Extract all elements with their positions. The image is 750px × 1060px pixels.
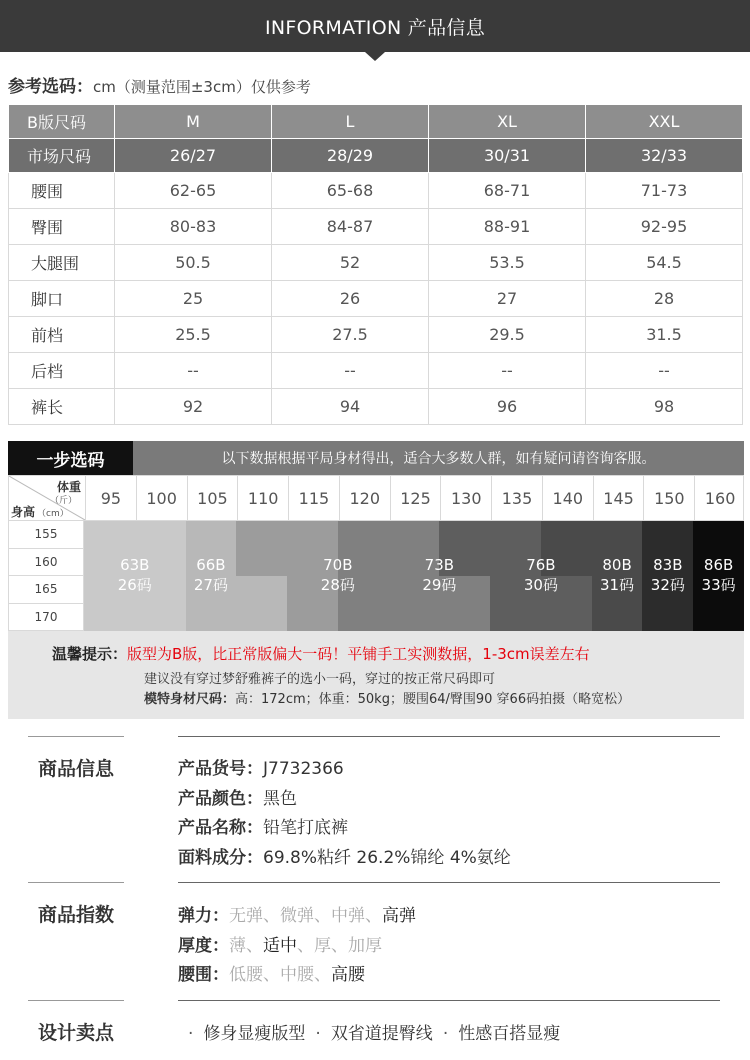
divider — [178, 736, 720, 737]
index-separator: 、 — [331, 935, 348, 956]
size-cell: 92-95 — [586, 209, 743, 245]
size-cell: M — [115, 105, 272, 139]
design-point: 性感百搭显瘦 — [458, 1024, 561, 1044]
design-points — [178, 1019, 560, 1044]
weight-tick: 150 — [643, 476, 694, 520]
index-option-selected: 高腰 — [331, 965, 365, 985]
size-cell: 53.5 — [429, 245, 586, 281]
divider — [28, 1000, 124, 1001]
weight-tick: 110 — [237, 476, 288, 520]
weight-tick: 145 — [593, 476, 644, 520]
weight-tick: 115 — [288, 476, 339, 520]
size-cell: 54.5 — [586, 245, 743, 281]
info-value: 黑色 — [263, 788, 297, 809]
size-label — [287, 555, 389, 595]
size-label — [490, 555, 592, 595]
size-cell: 27.5 — [272, 317, 429, 353]
info-label: 产品名称： — [178, 818, 263, 838]
size-cell: 84-87 — [272, 209, 429, 245]
height-tick: 165 — [8, 576, 84, 604]
size-label — [84, 555, 186, 595]
size-label — [693, 555, 744, 595]
weight-tick: 120 — [339, 476, 390, 520]
measure-row — [9, 209, 743, 245]
index-row — [178, 901, 416, 926]
size-code: 73B — [424, 556, 455, 574]
row-label: 后档 — [9, 353, 115, 389]
model-label: 模特身材尺码： — [144, 692, 236, 707]
size-reference-line — [8, 72, 311, 97]
size-cell: -- — [272, 353, 429, 389]
size-cell: XL — [429, 105, 586, 139]
size-cell: 98 — [586, 389, 743, 425]
size-number: 27码 — [193, 576, 228, 594]
size-code: 83B — [653, 556, 683, 574]
row-label: 臀围 — [9, 209, 115, 245]
size-cell: 26 — [272, 281, 429, 317]
size-table — [8, 104, 743, 425]
index-separator: 、 — [263, 965, 280, 985]
bullet: · — [315, 1024, 321, 1044]
index-label: 腰围： — [178, 965, 229, 985]
tip-box — [8, 631, 744, 719]
tip-model-line — [144, 688, 630, 707]
row-label: 脚口 — [9, 281, 115, 317]
header-notch — [365, 52, 385, 61]
size-cell: 50.5 — [115, 245, 272, 281]
info-row — [178, 813, 348, 838]
row-label: 裤长 — [9, 389, 115, 425]
size-label — [186, 555, 237, 595]
size-cell: 88-91 — [429, 209, 586, 245]
size-header-row — [9, 105, 743, 139]
index-separator: 、 — [297, 935, 314, 956]
size-code: 80B — [602, 556, 632, 574]
size-label — [389, 555, 491, 595]
index-option: 微弹 — [280, 906, 314, 926]
design-point: 双省道提臀线 — [330, 1024, 433, 1044]
tip-line-2: 建议没有穿过梦舒雅裤子的选小一码，穿过的按正常尺码即可 — [144, 672, 496, 687]
size-cell: 25 — [115, 281, 272, 317]
header-title: INFORMATION 产品信息 — [264, 16, 486, 39]
row-label: 市场尺码 — [9, 139, 115, 173]
axis-corner — [9, 476, 85, 520]
size-cell: 28 — [586, 281, 743, 317]
size-cell: 30/31 — [429, 139, 586, 173]
weight-tick: 105 — [187, 476, 238, 520]
product-info-heading: 商品信息 — [38, 758, 115, 780]
index-separator: 、 — [263, 906, 280, 926]
size-block — [338, 521, 440, 549]
index-option: 中腰 — [280, 965, 314, 985]
row-label: 大腿围 — [9, 245, 115, 281]
size-number: 33码 — [701, 576, 736, 594]
index-label: 厚度： — [178, 935, 229, 956]
size-code: 70B — [323, 556, 353, 574]
tip-label: 温馨提示： — [52, 645, 128, 663]
info-row — [178, 754, 344, 779]
index-option: 薄 — [229, 935, 246, 956]
weight-label: 体重 — [56, 480, 81, 494]
size-label — [592, 555, 643, 595]
weight-unit: （斤） — [49, 496, 77, 506]
index-option: 低腰 — [229, 965, 263, 985]
weight-tick: 95 — [85, 476, 136, 520]
size-cell: 96 — [429, 389, 586, 425]
size-cell: 71-73 — [586, 173, 743, 209]
index-option-selected: 适中 — [263, 935, 297, 956]
size-number: 32码 — [650, 576, 685, 594]
info-label: 产品颜色： — [178, 788, 263, 809]
index-option: 中弹 — [331, 906, 365, 926]
size-cell: 26/27 — [115, 139, 272, 173]
tip-line-1 — [52, 643, 590, 664]
weight-tick: 135 — [491, 476, 542, 520]
size-cell: L — [272, 105, 429, 139]
info-value: 69.8%粘纤 26.2%锦纶 4%氨纶 — [263, 847, 511, 868]
size-number: 28码 — [320, 576, 355, 594]
index-row — [178, 960, 365, 985]
index-option: 厚 — [314, 935, 331, 956]
measure-row — [9, 173, 743, 209]
index-option: 无弹 — [229, 906, 263, 926]
quick-pick-description: 以下数据根据平局身材得出，适合大多数人群，如有疑问请咨询客服。 — [221, 451, 656, 467]
index-separator: 、 — [365, 906, 382, 926]
size-code: 66B — [196, 556, 226, 574]
index-separator: 、 — [246, 935, 263, 956]
measure-row — [9, 245, 743, 281]
size-number: 31码 — [600, 576, 635, 594]
design-heading: 设计卖点 — [38, 1022, 115, 1044]
divider — [28, 736, 124, 737]
size-cell: 80-83 — [115, 209, 272, 245]
size-cell: 29.5 — [429, 317, 586, 353]
measure-row — [9, 353, 743, 389]
size-number: 30码 — [523, 576, 558, 594]
size-reference-label: 参考选码： — [8, 77, 93, 97]
size-cell: 65-68 — [272, 173, 429, 209]
size-cell: 27 — [429, 281, 586, 317]
height-unit: （cm） — [37, 509, 69, 519]
market-size-row — [9, 139, 743, 173]
size-cell: 25.5 — [115, 317, 272, 353]
size-label — [642, 555, 693, 595]
index-label: 弹力： — [178, 906, 229, 926]
row-label: 腰围 — [9, 173, 115, 209]
size-code: 63B — [120, 556, 150, 574]
bullet: · — [188, 1024, 194, 1044]
row-label: 前档 — [9, 317, 115, 353]
index-separator: 、 — [314, 906, 331, 926]
size-cell: 94 — [272, 389, 429, 425]
info-row — [178, 784, 297, 809]
weight-tick: 100 — [136, 476, 187, 520]
size-cell: 92 — [115, 389, 272, 425]
height-tick: 160 — [8, 549, 84, 577]
bullet: · — [442, 1024, 449, 1044]
size-cell: 68-71 — [429, 173, 586, 209]
info-value: J7732366 — [263, 759, 344, 779]
size-block — [439, 521, 541, 549]
weight-tick: 160 — [694, 476, 745, 520]
weight-axis — [8, 475, 744, 521]
weight-tick: 130 — [440, 476, 491, 520]
height-tick: 155 — [8, 521, 84, 549]
quick-pick-chart — [8, 441, 744, 631]
size-cell: 52 — [272, 245, 429, 281]
size-reference-note: cm（测量范围±3cm）仅供参考 — [93, 78, 311, 96]
info-row — [178, 843, 511, 868]
info-label: 面料成分： — [178, 847, 263, 868]
size-cell: XXL — [586, 105, 743, 139]
size-cell: -- — [429, 353, 586, 389]
model-value: 高：172cm；体重：50kg；腰围64/臀围90 穿66码拍摄（略宽松） — [235, 692, 631, 707]
index-option-selected: 高弹 — [382, 906, 416, 926]
index-separator: 、 — [314, 965, 331, 985]
size-grid — [8, 521, 744, 631]
size-code: 76B — [526, 556, 556, 574]
size-cell: 62-65 — [115, 173, 272, 209]
size-block — [541, 521, 643, 549]
size-cell: -- — [586, 353, 743, 389]
size-code: 86B — [703, 556, 734, 574]
index-row — [178, 931, 382, 956]
size-cell: -- — [115, 353, 272, 389]
size-block — [236, 549, 287, 577]
design-point: 修身显瘦版型 — [203, 1024, 306, 1044]
size-cell: 32/33 — [586, 139, 743, 173]
height-label: 身高 — [11, 505, 36, 519]
measure-row — [9, 317, 743, 353]
height-tick: 170 — [8, 604, 84, 632]
info-label: 产品货号： — [178, 759, 263, 779]
divider — [178, 1000, 720, 1001]
info-value: 铅笔打底裤 — [263, 818, 348, 838]
weight-tick: 125 — [390, 476, 441, 520]
index-option: 加厚 — [348, 935, 382, 956]
size-number: 29码 — [422, 576, 457, 594]
size-number: 26码 — [117, 576, 152, 594]
quick-pick-title: 一步选码 — [8, 441, 133, 475]
divider — [178, 882, 720, 883]
product-index-heading: 商品指数 — [38, 904, 115, 926]
weight-tick: 140 — [542, 476, 593, 520]
size-cell: 28/29 — [272, 139, 429, 173]
info-header — [0, 0, 750, 52]
divider — [28, 882, 124, 883]
row-label: B版尺码 — [9, 105, 115, 139]
size-cell: 31.5 — [586, 317, 743, 353]
measure-row — [9, 389, 743, 425]
size-block — [236, 521, 338, 549]
tip-highlight: 版型为B版，比正常版偏大一码！平铺手工实测数据，1-3cm误差左右 — [127, 645, 590, 663]
measure-row — [9, 281, 743, 317]
